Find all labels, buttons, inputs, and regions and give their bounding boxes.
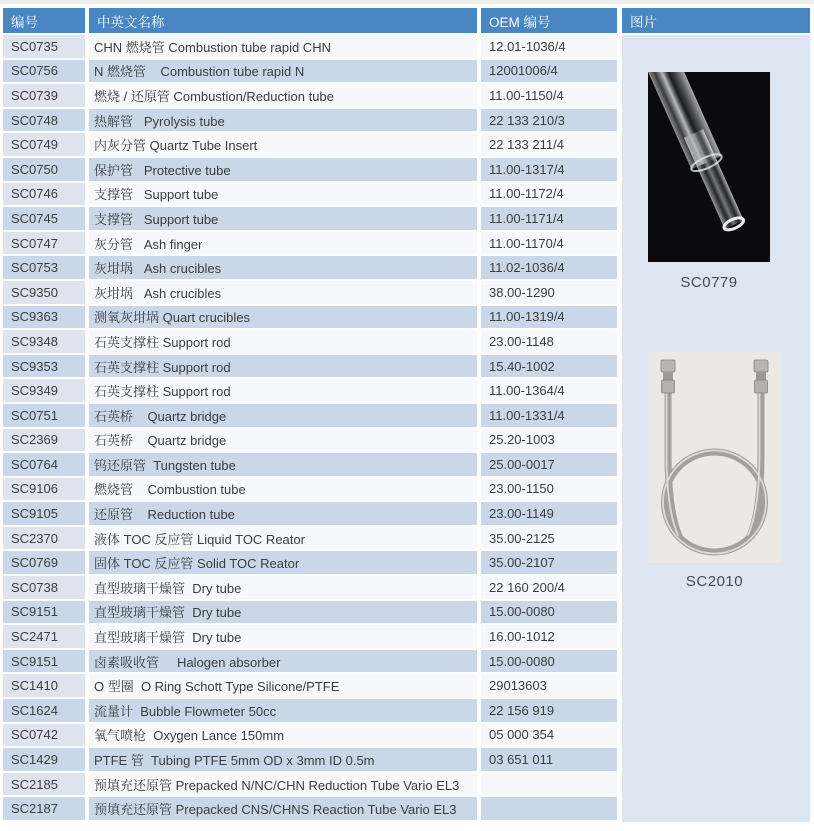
picture-column — [622, 8, 810, 822]
table-row — [3, 748, 617, 771]
product-name: 石英支撑柱 Support rod — [89, 355, 477, 378]
oem-number: 22 133 211/4 — [481, 133, 617, 156]
product-name: 预填充还原管 Prepacked CNS/CHNS Reaction Tube Vario EL3 — [89, 797, 477, 820]
oem-number: 12.01-1036/4 — [481, 35, 617, 58]
table-row — [3, 650, 617, 673]
product-name: 热解管 Pyrolysis tube — [89, 109, 477, 132]
table-row — [3, 35, 617, 58]
header-name: 中英文名称 — [89, 8, 477, 33]
table-row — [3, 330, 617, 353]
product-code: SC1429 — [3, 748, 85, 771]
product-code: SC1624 — [3, 699, 85, 722]
product-code: SC9353 — [3, 355, 85, 378]
table-row — [3, 158, 617, 181]
header-code: 编号 — [3, 8, 85, 33]
table-row — [3, 724, 617, 747]
table-row — [3, 84, 617, 107]
product-name: 直型玻璃干燥管 Dry tube — [89, 576, 477, 599]
table-row — [3, 355, 617, 378]
product-code: SC0750 — [3, 158, 85, 181]
product-name: 灰分管 Ash finger — [89, 232, 477, 255]
product-code: SC2370 — [3, 527, 85, 550]
oem-number: 11.00-1331/4 — [481, 404, 617, 427]
product-name: 直型玻璃干燥管 Dry tube — [89, 601, 477, 624]
coiled-tube-photo — [648, 352, 781, 563]
product-name: CHN 燃烧管 Combustion tube rapid CHN — [89, 35, 477, 58]
oem-number: 12001006/4 — [481, 60, 617, 83]
table-row — [3, 674, 617, 697]
table-row — [3, 232, 617, 255]
product-name: 石英支撑柱 Support rod — [89, 330, 477, 353]
product-code: SC0769 — [3, 551, 85, 574]
header-picture: 图片 — [622, 8, 810, 33]
product-code: SC0745 — [3, 207, 85, 230]
table-row — [3, 625, 617, 648]
oem-number: 23.00-1150 — [481, 478, 617, 501]
oem-number: 16.00-1012 — [481, 625, 617, 648]
product-name: 直型玻璃干燥管 Dry tube — [89, 625, 477, 648]
product-name: 卤素吸收管 Halogen absorber — [89, 650, 477, 673]
catalog-table-page — [3, 8, 810, 822]
oem-number: 15.00-0080 — [481, 650, 617, 673]
product-name: PTFE 管 Tubing PTFE 5mm OD x 3mm ID 0.5m — [89, 748, 477, 771]
table-row — [3, 404, 617, 427]
oem-number: 29013603 — [481, 674, 617, 697]
product-code: SC0753 — [3, 256, 85, 279]
oem-number — [481, 773, 617, 796]
quartz-tube-photo — [648, 72, 770, 262]
oem-number: 15.00-0080 — [481, 601, 617, 624]
oem-number: 11.00-1170/4 — [481, 232, 617, 255]
product-name: 灰坩埚 Ash crucibles — [89, 256, 477, 279]
table-row — [3, 478, 617, 501]
product-name: 固体 TOC 反应管 Solid TOC Reator — [89, 551, 477, 574]
product-code: SC2369 — [3, 429, 85, 452]
product-name: 灰坩埚 Ash crucibles — [89, 281, 477, 304]
oem-number: 11.00-1364/4 — [481, 379, 617, 402]
table-row — [3, 453, 617, 476]
product-code: SC0738 — [3, 576, 85, 599]
oem-number: 22 160 200/4 — [481, 576, 617, 599]
table-row — [3, 306, 617, 329]
table-row — [3, 207, 617, 230]
table-row — [3, 797, 617, 820]
oem-number: 38.00-1290 — [481, 281, 617, 304]
product-name: O 型圈 O Ring Schott Type Silicone/PTFE — [89, 674, 477, 697]
oem-number: 22 156 919 — [481, 699, 617, 722]
oem-number: 11.00-1172/4 — [481, 183, 617, 206]
oem-number: 35.00-2107 — [481, 551, 617, 574]
product-name: 石英支撑柱 Support rod — [89, 379, 477, 402]
product-name: 流量计 Bubble Flowmeter 50cc — [89, 699, 477, 722]
product-name: 燃烧 / 还原管 Combustion/Reduction tube — [89, 84, 477, 107]
table-row — [3, 551, 617, 574]
product-name: 支撑管 Support tube — [89, 183, 477, 206]
right-fitting — [754, 360, 768, 393]
product-name: 石英桥 Quartz bridge — [89, 429, 477, 452]
product-name: 氧气喷枪 Oxygen Lance 150mm — [89, 724, 477, 747]
oem-number: 11.00-1317/4 — [481, 158, 617, 181]
oem-number: 11.00-1150/4 — [481, 84, 617, 107]
table-row — [3, 281, 617, 304]
oem-number: 23.00-1148 — [481, 330, 617, 353]
oem-number: 05 000 354 — [481, 724, 617, 747]
table-row — [3, 256, 617, 279]
table-row — [3, 601, 617, 624]
product-code: SC0764 — [3, 453, 85, 476]
product-code: SC9349 — [3, 379, 85, 402]
oem-number: 23.00-1149 — [481, 502, 617, 525]
table-row — [3, 502, 617, 525]
product-name: 保护管 Protective tube — [89, 158, 477, 181]
oem-number: 35.00-2125 — [481, 527, 617, 550]
oem-number: 25.00-0017 — [481, 453, 617, 476]
product-name: 液体 TOC 反应管 Liquid TOC Reator — [89, 527, 477, 550]
table-row — [3, 429, 617, 452]
product-name: 燃烧管 Combustion tube — [89, 478, 477, 501]
picture-panel-body — [622, 35, 810, 822]
product-code: SC1410 — [3, 674, 85, 697]
photo-label-sc2010: SC2010 — [685, 573, 744, 590]
product-code: SC0735 — [3, 35, 85, 58]
product-name: 预填充还原管 Prepacked N/NC/CHN Reduction Tube Vario EL3 — [89, 773, 477, 796]
table-row — [3, 773, 617, 796]
table-row — [3, 133, 617, 156]
product-code: SC9106 — [3, 478, 85, 501]
product-code: SC0748 — [3, 109, 85, 132]
table-header-row — [3, 8, 617, 33]
product-code: SC9363 — [3, 306, 85, 329]
table-row — [3, 699, 617, 722]
product-name: 测氧灰坩埚 Quart crucibles — [89, 306, 477, 329]
table-row — [3, 576, 617, 599]
product-code: SC0746 — [3, 183, 85, 206]
product-name: 还原管 Reduction tube — [89, 502, 477, 525]
oem-number — [481, 797, 617, 820]
product-name: 内灰分管 Quartz Tube Insert — [89, 133, 477, 156]
page-top-edge — [0, 0, 814, 4]
photo-label-sc0779: SC0779 — [680, 274, 738, 291]
oem-number: 11.02-1036/4 — [481, 256, 617, 279]
table-row — [3, 109, 617, 132]
product-code: SC9105 — [3, 502, 85, 525]
header-oem: OEM 编号 — [481, 8, 617, 33]
product-code: SC9151 — [3, 650, 85, 673]
left-fitting — [661, 360, 675, 393]
product-name: 钨还原管 Tungsten tube — [89, 453, 477, 476]
table-row — [3, 379, 617, 402]
table-row — [3, 527, 617, 550]
table-body — [3, 35, 617, 820]
product-code: SC0739 — [3, 84, 85, 107]
product-code: SC0751 — [3, 404, 85, 427]
product-code: SC9151 — [3, 601, 85, 624]
table-row — [3, 60, 617, 83]
oem-number: 22 133 210/3 — [481, 109, 617, 132]
product-code: SC0749 — [3, 133, 85, 156]
oem-number: 25.20-1003 — [481, 429, 617, 452]
product-code: SC0756 — [3, 60, 85, 83]
product-name: N 燃烧管 Combustion tube rapid N — [89, 60, 477, 83]
table-row — [3, 183, 617, 206]
product-code: SC2185 — [3, 773, 85, 796]
product-code: SC9350 — [3, 281, 85, 304]
product-code: SC9348 — [3, 330, 85, 353]
product-code: SC0742 — [3, 724, 85, 747]
parts-table — [3, 8, 617, 822]
oem-number: 11.00-1171/4 — [481, 207, 617, 230]
product-name: 石英桥 Quartz bridge — [89, 404, 477, 427]
product-code: SC2471 — [3, 625, 85, 648]
product-name: 支撑管 Support tube — [89, 207, 477, 230]
product-code: SC0747 — [3, 232, 85, 255]
oem-number: 15.40-1002 — [481, 355, 617, 378]
oem-number: 03 651 011 — [481, 748, 617, 771]
oem-number: 11.00-1319/4 — [481, 306, 617, 329]
product-code: SC2187 — [3, 797, 85, 820]
